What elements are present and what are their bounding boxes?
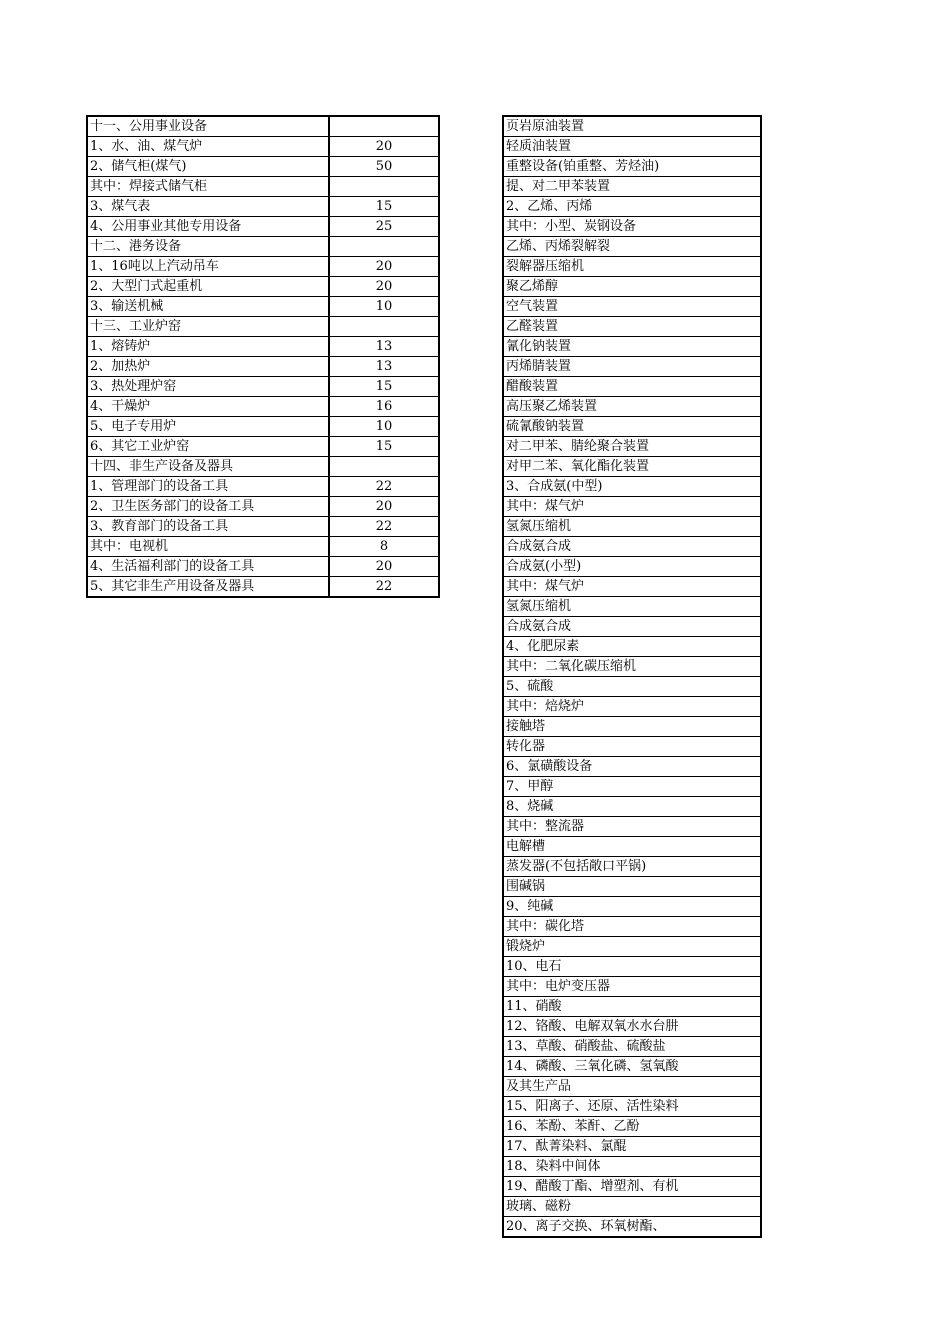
table-row	[503, 937, 761, 957]
item-name-cell: 1、管理部门的设备工具	[87, 477, 329, 497]
item-name-cell: 1、16吨以上汽动吊车	[87, 257, 329, 277]
left-table-body	[87, 116, 439, 597]
table-row	[503, 477, 761, 497]
years-value-cell: 13	[329, 337, 439, 357]
item-name-cell: 空气装置	[503, 297, 761, 317]
years-value-cell: 22	[329, 517, 439, 537]
item-name-cell: 12、铬酸、电解双氧水水台肼	[503, 1017, 761, 1037]
item-name-cell: 合成氨(小型)	[503, 557, 761, 577]
table-row	[87, 337, 439, 357]
item-name-cell: 十一、公用事业设备	[87, 116, 329, 137]
item-name-cell: 其中：煤气炉	[503, 577, 761, 597]
table-row	[503, 897, 761, 917]
years-value-cell: 20	[329, 137, 439, 157]
table-row	[503, 697, 761, 717]
item-name-cell: 6、氯磺酸设备	[503, 757, 761, 777]
table-row	[503, 857, 761, 877]
item-name-cell: 对二甲苯、腈纶聚合装置	[503, 437, 761, 457]
years-value-cell	[329, 177, 439, 197]
item-name-cell: 裂解器压缩机	[503, 257, 761, 277]
right-equipment-table	[502, 115, 762, 1238]
table-row	[503, 877, 761, 897]
table-row	[87, 277, 439, 297]
item-name-cell: 对甲二苯、氧化酯化装置	[503, 457, 761, 477]
item-name-cell: 其中：煤气炉	[503, 497, 761, 517]
table-row	[87, 116, 439, 137]
table-row	[503, 617, 761, 637]
item-name-cell: 5、其它非生产用设备及器具	[87, 577, 329, 598]
table-row	[503, 537, 761, 557]
item-name-cell: 2、乙烯、丙烯	[503, 197, 761, 217]
table-row	[87, 317, 439, 337]
table-row	[503, 297, 761, 317]
item-name-cell: 轻质油装置	[503, 137, 761, 157]
item-name-cell: 聚乙烯醇	[503, 277, 761, 297]
item-name-cell: 10、电石	[503, 957, 761, 977]
table-row	[503, 777, 761, 797]
table-row	[503, 317, 761, 337]
item-name-cell: 其中：小型、炭钢设备	[503, 217, 761, 237]
table-row	[503, 817, 761, 837]
years-value-cell: 20	[329, 557, 439, 577]
item-name-cell: 十四、非生产设备及器具	[87, 457, 329, 477]
item-name-cell: 围碱锅	[503, 877, 761, 897]
item-name-cell: 其中：碳化塔	[503, 917, 761, 937]
table-row	[503, 116, 761, 137]
item-name-cell: 十二、港务设备	[87, 237, 329, 257]
table-row	[503, 1057, 761, 1077]
years-value-cell: 22	[329, 477, 439, 497]
years-value-cell: 15	[329, 437, 439, 457]
table-row	[503, 717, 761, 737]
table-row	[87, 157, 439, 177]
item-name-cell: 7、甲醇	[503, 777, 761, 797]
table-row	[503, 1017, 761, 1037]
item-name-cell: 8、烧碱	[503, 797, 761, 817]
table-row	[503, 917, 761, 937]
item-name-cell: 20、离子交换、环氧树酯、	[503, 1217, 761, 1238]
item-name-cell: 其中：电视机	[87, 537, 329, 557]
table-row	[503, 737, 761, 757]
table-row	[503, 517, 761, 537]
item-name-cell: 提、对二甲苯装置	[503, 177, 761, 197]
years-value-cell: 8	[329, 537, 439, 557]
years-value-cell: 10	[329, 417, 439, 437]
table-row	[503, 217, 761, 237]
item-name-cell: 4、干燥炉	[87, 397, 329, 417]
table-row	[503, 417, 761, 437]
table-row	[503, 997, 761, 1017]
item-name-cell: 页岩原油装置	[503, 116, 761, 137]
years-value-cell	[329, 457, 439, 477]
table-row	[503, 1037, 761, 1057]
item-name-cell: 乙醛装置	[503, 317, 761, 337]
item-name-cell: 2、大型门式起重机	[87, 277, 329, 297]
item-name-cell: 3、输送机械	[87, 297, 329, 317]
table-row	[87, 477, 439, 497]
item-name-cell: 锻烧炉	[503, 937, 761, 957]
item-name-cell: 高压聚乙烯装置	[503, 397, 761, 417]
item-name-cell: 5、电子专用炉	[87, 417, 329, 437]
years-value-cell: 20	[329, 497, 439, 517]
years-value-cell: 22	[329, 577, 439, 598]
item-name-cell: 17、酞菁染料、氯醌	[503, 1137, 761, 1157]
table-row	[87, 297, 439, 317]
table-row	[503, 1077, 761, 1097]
item-name-cell: 其中：二氧化碳压缩机	[503, 657, 761, 677]
table-row	[87, 177, 439, 197]
years-value-cell: 16	[329, 397, 439, 417]
item-name-cell: 2、加热炉	[87, 357, 329, 377]
table-row	[503, 157, 761, 177]
table-row	[87, 577, 439, 598]
left-depreciation-table	[86, 115, 440, 598]
item-name-cell: 转化器	[503, 737, 761, 757]
table-row	[503, 197, 761, 217]
table-row	[503, 677, 761, 697]
table-row	[87, 257, 439, 277]
item-name-cell: 2、储气柜(煤气)	[87, 157, 329, 177]
table-row	[503, 1157, 761, 1177]
item-name-cell: 乙烯、丙烯裂解裂	[503, 237, 761, 257]
item-name-cell: 4、公用事业其他专用设备	[87, 217, 329, 237]
item-name-cell: 电解槽	[503, 837, 761, 857]
item-name-cell: 重整设备(铂重整、芳烃油)	[503, 157, 761, 177]
item-name-cell: 玻璃、磁粉	[503, 1197, 761, 1217]
table-row	[87, 557, 439, 577]
table-row	[503, 497, 761, 517]
table-row	[503, 757, 761, 777]
item-name-cell: 3、教育部门的设备工具	[87, 517, 329, 537]
item-name-cell: 15、阳离子、还原、活性染料	[503, 1097, 761, 1117]
item-name-cell: 十三、工业炉窑	[87, 317, 329, 337]
item-name-cell: 蒸发器(不包括敞口平锅)	[503, 857, 761, 877]
years-value-cell: 13	[329, 357, 439, 377]
item-name-cell: 及其生产品	[503, 1077, 761, 1097]
item-name-cell: 丙烯腈装置	[503, 357, 761, 377]
item-name-cell: 接触塔	[503, 717, 761, 737]
years-value-cell	[329, 237, 439, 257]
table-row	[503, 637, 761, 657]
years-value-cell: 10	[329, 297, 439, 317]
item-name-cell: 氢氮压缩机	[503, 517, 761, 537]
years-value-cell	[329, 116, 439, 137]
table-row	[87, 137, 439, 157]
table-row	[503, 1097, 761, 1117]
table-row	[503, 397, 761, 417]
item-name-cell: 氢氮压缩机	[503, 597, 761, 617]
table-row	[87, 217, 439, 237]
item-name-cell: 其中：电炉变压器	[503, 977, 761, 997]
years-value-cell	[329, 317, 439, 337]
table-row	[503, 357, 761, 377]
table-row	[503, 437, 761, 457]
table-row	[87, 357, 439, 377]
item-name-cell: 11、硝酸	[503, 997, 761, 1017]
years-value-cell: 20	[329, 257, 439, 277]
years-value-cell: 15	[329, 377, 439, 397]
table-row	[87, 417, 439, 437]
table-row	[87, 437, 439, 457]
item-name-cell: 14、磷酸、三氧化磷、氢氧酸	[503, 1057, 761, 1077]
item-name-cell: 合成氨合成	[503, 617, 761, 637]
item-name-cell: 19、醋酸丁酯、增塑剂、有机	[503, 1177, 761, 1197]
table-row	[87, 497, 439, 517]
item-name-cell: 醋酸装置	[503, 377, 761, 397]
table-row	[503, 797, 761, 817]
years-value-cell: 20	[329, 277, 439, 297]
item-name-cell: 合成氨合成	[503, 537, 761, 557]
item-name-cell: 3、热处理炉窑	[87, 377, 329, 397]
table-row	[87, 197, 439, 217]
table-row	[503, 377, 761, 397]
item-name-cell: 3、合成氨(中型)	[503, 477, 761, 497]
right-table-body	[503, 116, 761, 1237]
table-row	[503, 557, 761, 577]
table-row	[503, 177, 761, 197]
table-row	[503, 457, 761, 477]
table-row	[503, 1197, 761, 1217]
item-name-cell: 2、卫生医务部门的设备工具	[87, 497, 329, 517]
item-name-cell: 3、煤气表	[87, 197, 329, 217]
item-name-cell: 1、水、油、煤气炉	[87, 137, 329, 157]
item-name-cell: 13、草酸、硝酸盐、硫酸盐	[503, 1037, 761, 1057]
years-value-cell: 50	[329, 157, 439, 177]
table-row	[503, 277, 761, 297]
table-row	[503, 657, 761, 677]
item-name-cell: 其中：焊接式储气柜	[87, 177, 329, 197]
table-row	[503, 837, 761, 857]
item-name-cell: 硫氰酸钠装置	[503, 417, 761, 437]
table-row	[87, 517, 439, 537]
item-name-cell: 1、熔铸炉	[87, 337, 329, 357]
table-row	[503, 1117, 761, 1137]
table-row	[87, 377, 439, 397]
table-row	[503, 1217, 761, 1238]
years-value-cell: 15	[329, 197, 439, 217]
table-row	[87, 237, 439, 257]
table-row	[503, 577, 761, 597]
table-row	[87, 457, 439, 477]
table-row	[503, 337, 761, 357]
item-name-cell: 18、染料中间体	[503, 1157, 761, 1177]
table-row	[503, 597, 761, 617]
table-row	[503, 1137, 761, 1157]
table-row	[503, 957, 761, 977]
item-name-cell: 其中：焙烧炉	[503, 697, 761, 717]
item-name-cell: 6、其它工业炉窑	[87, 437, 329, 457]
item-name-cell: 氰化钠装置	[503, 337, 761, 357]
table-row	[87, 537, 439, 557]
table-row	[503, 257, 761, 277]
item-name-cell: 9、纯碱	[503, 897, 761, 917]
table-row	[503, 977, 761, 997]
table-row	[87, 397, 439, 417]
item-name-cell: 其中：整流器	[503, 817, 761, 837]
item-name-cell: 16、苯酚、苯酐、乙酚	[503, 1117, 761, 1137]
table-row	[503, 137, 761, 157]
item-name-cell: 4、生活福利部门的设备工具	[87, 557, 329, 577]
item-name-cell: 5、硫酸	[503, 677, 761, 697]
table-row	[503, 237, 761, 257]
years-value-cell: 25	[329, 217, 439, 237]
table-row	[503, 1177, 761, 1197]
item-name-cell: 4、化肥尿素	[503, 637, 761, 657]
